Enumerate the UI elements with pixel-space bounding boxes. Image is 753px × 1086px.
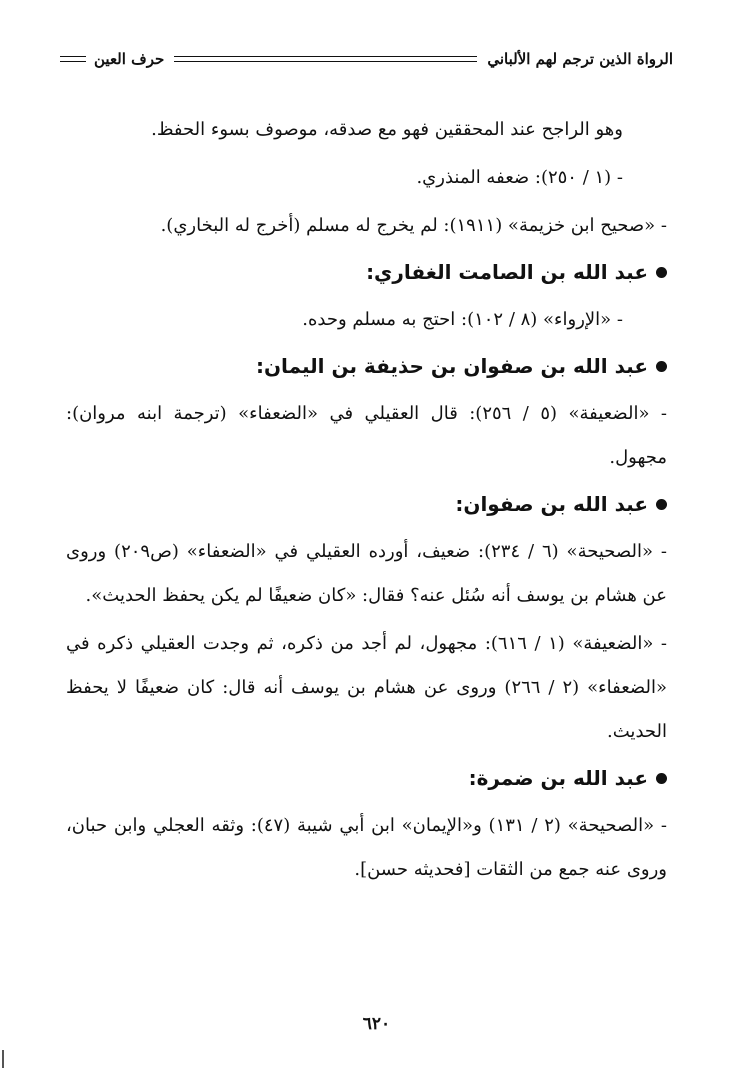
bullet-icon [656,773,667,784]
bullet-icon [656,361,667,372]
header-rule [174,56,477,62]
header-title: الرواة الذين ترجم لهم الألباني [487,50,673,68]
citation-paragraph: - «الإرواء» (٨ / ١٠٢): احتج به مسلم وحده. [302,309,623,330]
bullet-icon [656,499,667,510]
entry-name: عبد الله بن ضمرة: [468,766,648,790]
scan-edge-mark [2,1050,4,1068]
entry-name: عبد الله بن صفوان بن حذيفة بن اليمان: [255,354,648,378]
citation-paragraph: - (١ / ٢٥٠): ضعفه المنذري. [416,167,623,188]
narrator-entry-heading [66,482,667,526]
running-header [60,44,673,74]
narrator-entry-heading [66,344,667,388]
bullet-icon [656,267,667,278]
body-text [66,104,667,892]
narrator-entry-heading [66,756,667,800]
citation-paragraph: - «الضعيفة» (٥ / ٢٥٦): قال العقيلي في «الضعفاء» (ترجمة ابنه مروان): مجهول. [66,403,667,468]
citation-paragraph: وهو الراجح عند المحققين فهو مع صدقه، موصوف بسوء الحفظ. [151,119,623,140]
citation-paragraph: - «الصحيحة» (٢ / ١٣١) و«الإيمان» ابن أبي شيبة (٤٧): وثقه العجلي وابن حبان، وروى عنه جمع من الثقات [فحديثه حسن]. [66,815,667,880]
citation-paragraph: - «الضعيفة» (١ / ٦١٦): مجهول، لم أجد من ذكره، ثم وجدت العقيلي ذكره في «الضعفاء» (٢ / ٢٦٦) وروى عن هشام بن يوسف أنه قال: كان ضعيفًا لا يحفظ الحديث. [66,633,667,742]
header-end-rule [60,56,86,62]
citation-paragraph: - «الصحيحة» (٦ / ٢٣٤): ضعيف، أورده العقيلي في «الضعفاء» (ص٢٠٩) وروى عن هشام بن يوسف أنه سُئل عنه؟ فقال: «كان ضعيفًا لم يكن يحفظ الحديث». [66,541,667,606]
header-section: حرف العين [94,50,165,68]
entry-name: عبد الله بن الصامت الغفاري: [366,260,648,284]
entry-name: عبد الله بن صفوان: [455,492,648,516]
citation-paragraph: - «صحيح ابن خزيمة» (١٩١١): لم يخرج له مسلم (أخرج له البخاري). [160,215,667,236]
page-number: ٦٢٠ [362,1014,391,1034]
narrator-entry-heading [66,250,667,294]
